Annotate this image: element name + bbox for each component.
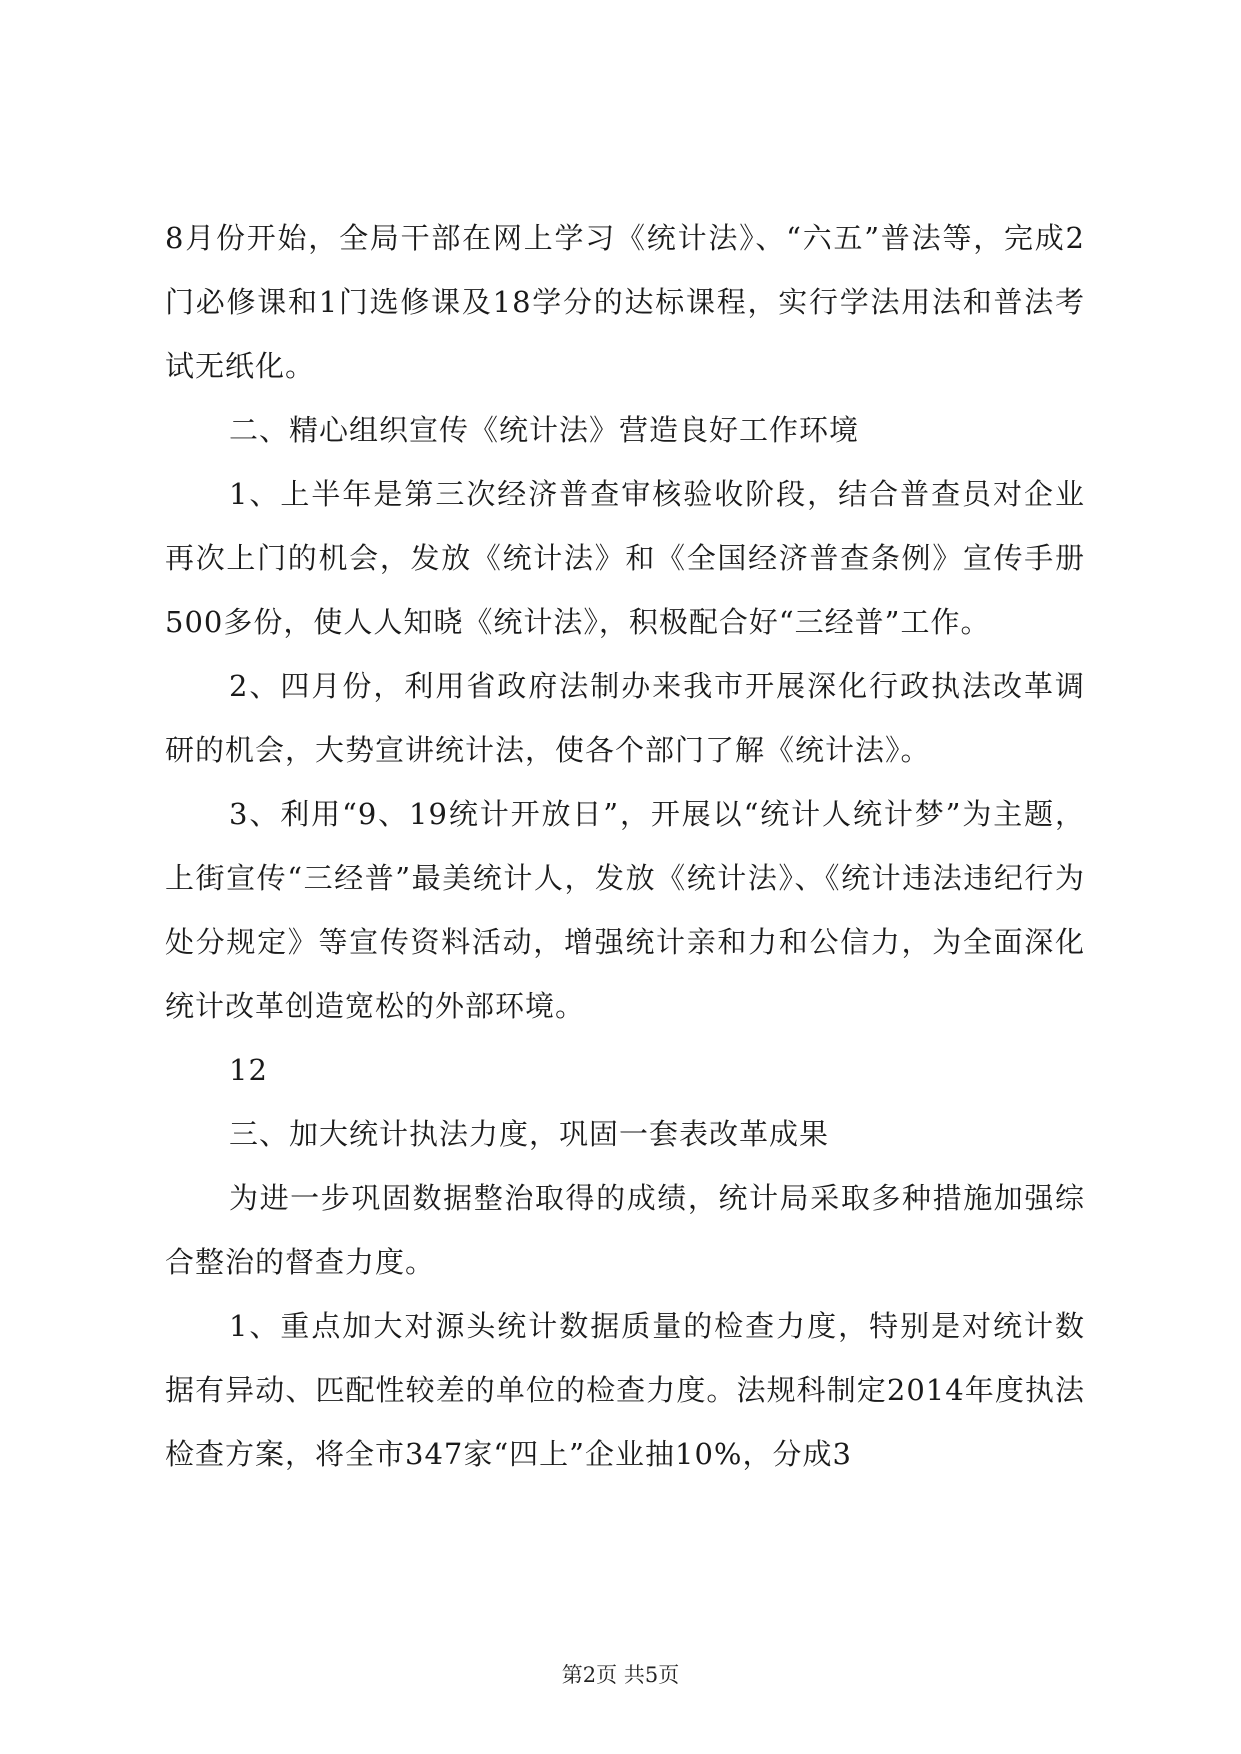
paragraph-intro-section-3: 为进一步巩固数据整治取得的成绩，统计局采取多种措施加强综合整治的督查力度。 bbox=[165, 1181, 1085, 1279]
stray-number: 12 bbox=[229, 1053, 268, 1087]
page-number-label: 第2页 共5页 bbox=[561, 1663, 680, 1687]
paragraph-item-3: 3、利用“9、19统计开放日”，开展以“统计人统计梦”为主题，上街宣传“三经普”最美统计人，发放《统计法》、《统计违法违纪行为处分规定》等宣传资料活动，增强统计亲和力和公信力，为全面深化统计改革创造宽松的外部环境。 bbox=[165, 797, 1085, 1023]
page-footer bbox=[0, 1660, 1241, 1690]
document-body bbox=[165, 206, 1085, 1486]
heading-section-3: 三、加大统计执法力度，巩固一套表改革成果 bbox=[229, 1117, 830, 1151]
paragraph-1: 8月份开始，全局干部在网上学习《统计法》、“六五”普法等，完成2门必修课和1门选修课及18学分的达标课程，实行学法用法和普法考试无纸化。 bbox=[165, 221, 1085, 383]
paragraph-item-1: 1、上半年是第三次经济普查审核验收阶段，结合普查员对企业再次上门的机会，发放《统计法》和《全国经济普查条例》宣传手册500多份，使人人知晓《统计法》，积极配合好“三经普”工作。 bbox=[165, 477, 1085, 639]
heading-section-2: 二、精心组织宣传《统计法》营造良好工作环境 bbox=[229, 413, 860, 447]
paragraph-item-section-3-1: 1、重点加大对源头统计数据质量的检查力度，特别是对统计数据有异动、匹配性较差的单位的检查力度。法规科制定2014年度执法检查方案，将全市347家“四上”企业抽10%，分成3 bbox=[165, 1309, 1085, 1471]
paragraph-item-2: 2、四月份，利用省政府法制办来我市开展深化行政执法改革调研的机会，大势宣讲统计法，使各个部门了解《统计法》。 bbox=[165, 669, 1085, 767]
